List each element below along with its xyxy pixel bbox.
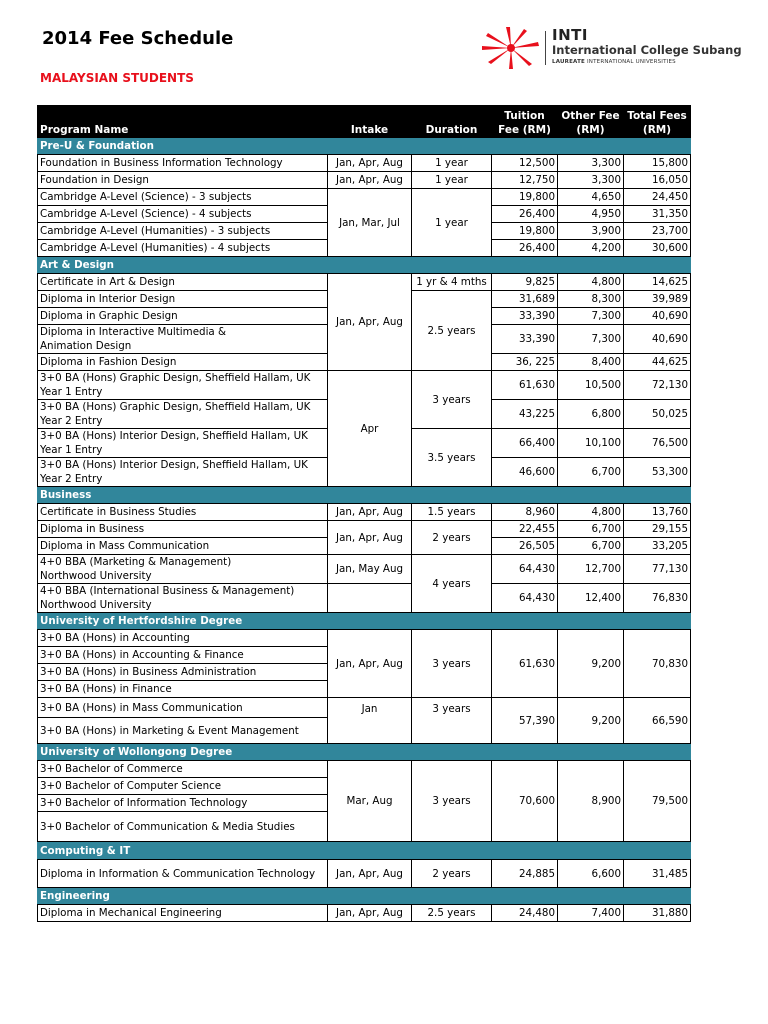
program-name: Diploma in Information & Communication Technology bbox=[38, 860, 328, 888]
program-name: 3+0 Bachelor of Communication & Media Studies bbox=[38, 812, 328, 842]
other-fee-cell: 7,400 bbox=[558, 905, 624, 922]
duration-cell: 4 years bbox=[412, 555, 492, 613]
col-header-other-line1: Other Fee bbox=[561, 110, 620, 122]
program-name-line2: Northwood University bbox=[40, 599, 152, 611]
other-fee-cell: 4,200 bbox=[558, 240, 624, 257]
other-fee-cell: 3,900 bbox=[558, 223, 624, 240]
program-name bbox=[38, 429, 328, 458]
section-header-row bbox=[38, 257, 691, 274]
program-name-line2: Year 1 Entry bbox=[40, 444, 103, 456]
program-name: Foundation in Business Information Technology bbox=[38, 155, 328, 172]
intake-cell: Jan, Apr, Aug bbox=[328, 155, 412, 172]
section-header-row bbox=[38, 744, 691, 761]
total-fee-cell: 44,625 bbox=[624, 354, 691, 371]
table-row bbox=[38, 274, 691, 291]
program-name-line2: Year 2 Entry bbox=[40, 473, 103, 485]
total-fee-cell: 50,025 bbox=[624, 400, 691, 429]
other-fee-cell: 8,900 bbox=[558, 761, 624, 842]
total-fee-cell: 39,989 bbox=[624, 291, 691, 308]
other-fee-cell: 10,100 bbox=[558, 429, 624, 458]
program-name-line2: Year 2 Entry bbox=[40, 415, 103, 427]
col-header-tuition-line1: Tuition bbox=[504, 110, 545, 122]
intake-cell bbox=[328, 584, 412, 613]
logo-divider bbox=[545, 31, 546, 65]
program-name-line1: Diploma in Interactive Multimedia & bbox=[40, 326, 227, 338]
duration-cell: 3 years bbox=[412, 630, 492, 698]
page-subtitle: MALAYSIAN STUDENTS bbox=[40, 71, 194, 85]
fee-schedule-table bbox=[37, 105, 691, 922]
logo-name: INTI bbox=[552, 26, 588, 44]
total-fee-cell: 79,500 bbox=[624, 761, 691, 842]
total-fee-cell: 72,130 bbox=[624, 371, 691, 400]
inti-logo-icon bbox=[480, 26, 542, 70]
other-fee-cell: 4,800 bbox=[558, 504, 624, 521]
other-fee-cell: 6,800 bbox=[558, 400, 624, 429]
section-header-row bbox=[38, 888, 691, 905]
table-row bbox=[38, 860, 691, 888]
intake-cell: Jan, Apr, Aug bbox=[328, 860, 412, 888]
program-name: 3+0 BA (Hons) in Marketing & Event Management bbox=[38, 718, 328, 744]
table-row bbox=[38, 504, 691, 521]
program-name-line1: 3+0 BA (Hons) Graphic Design, Sheffield Hallam, UK bbox=[40, 401, 311, 413]
logo-college-name: International College Subang bbox=[552, 43, 742, 57]
other-fee-cell: 7,300 bbox=[558, 325, 624, 354]
duration-cell: 1 year bbox=[412, 172, 492, 189]
other-fee-cell: 8,400 bbox=[558, 354, 624, 371]
total-fee-cell: 31,880 bbox=[624, 905, 691, 922]
tuition-fee-cell: 26,400 bbox=[492, 206, 558, 223]
other-fee-cell: 9,200 bbox=[558, 630, 624, 698]
intake-cell: Jan bbox=[328, 698, 412, 744]
total-fee-cell: 31,485 bbox=[624, 860, 691, 888]
tuition-fee-cell: 19,800 bbox=[492, 223, 558, 240]
total-fee-cell: 15,800 bbox=[624, 155, 691, 172]
total-fee-cell: 13,760 bbox=[624, 504, 691, 521]
section-header-row bbox=[38, 487, 691, 504]
tuition-fee-cell: 36, 225 bbox=[492, 354, 558, 371]
program-name bbox=[38, 555, 328, 584]
duration-cell: 2 years bbox=[412, 860, 492, 888]
program-name: 3+0 BA (Hons) in Accounting bbox=[38, 630, 328, 647]
program-name: 3+0 Bachelor of Computer Science bbox=[38, 778, 328, 795]
program-name-line1: 3+0 BA (Hons) Interior Design, Sheffield Hallam, UK bbox=[40, 430, 308, 442]
col-header-program: Program Name bbox=[38, 106, 328, 138]
logo-tagline bbox=[552, 59, 676, 65]
other-fee-cell: 6,700 bbox=[558, 538, 624, 555]
intake-cell: Mar, Aug bbox=[328, 761, 412, 842]
duration-cell: 2.5 years bbox=[412, 291, 492, 371]
tuition-fee-cell: 64,430 bbox=[492, 555, 558, 584]
section-title: Computing & IT bbox=[38, 842, 691, 860]
program-name: Certificate in Business Studies bbox=[38, 504, 328, 521]
program-name: 3+0 BA (Hons) in Mass Communication bbox=[38, 698, 328, 718]
total-fee-cell: 14,625 bbox=[624, 274, 691, 291]
tuition-fee-cell: 19,800 bbox=[492, 189, 558, 206]
col-header-total-fees bbox=[624, 106, 691, 138]
other-fee-cell: 3,300 bbox=[558, 172, 624, 189]
program-name: 3+0 BA (Hons) in Business Administration bbox=[38, 664, 328, 681]
program-name: 3+0 Bachelor of Commerce bbox=[38, 761, 328, 778]
col-header-total-line1: Total Fees bbox=[627, 110, 687, 122]
tuition-fee-cell: 46,600 bbox=[492, 458, 558, 487]
intake-cell: Jan, Apr, Aug bbox=[328, 630, 412, 698]
program-name: 3+0 BA (Hons) in Finance bbox=[38, 681, 328, 698]
table-row bbox=[38, 555, 691, 584]
tuition-fee-cell: 57,390 bbox=[492, 698, 558, 744]
table-row bbox=[38, 371, 691, 400]
table-header-row bbox=[38, 106, 691, 138]
table-row bbox=[38, 905, 691, 922]
other-fee-cell: 4,950 bbox=[558, 206, 624, 223]
tuition-fee-cell: 43,225 bbox=[492, 400, 558, 429]
program-name bbox=[38, 458, 328, 487]
program-name: 3+0 Bachelor of Information Technology bbox=[38, 795, 328, 812]
total-fee-cell: 40,690 bbox=[624, 308, 691, 325]
other-fee-cell: 4,650 bbox=[558, 189, 624, 206]
tuition-fee-cell: 24,480 bbox=[492, 905, 558, 922]
col-header-intake: Intake bbox=[328, 106, 412, 138]
other-fee-cell: 6,700 bbox=[558, 521, 624, 538]
total-fee-cell: 70,830 bbox=[624, 630, 691, 698]
total-fee-cell: 76,830 bbox=[624, 584, 691, 613]
col-header-duration: Duration bbox=[412, 106, 492, 138]
intake-cell: Jan, Apr, Aug bbox=[328, 172, 412, 189]
duration-cell: 3 years bbox=[412, 761, 492, 842]
tuition-fee-cell: 9,825 bbox=[492, 274, 558, 291]
section-header-row bbox=[38, 613, 691, 630]
col-header-other-fee bbox=[558, 106, 624, 138]
duration-cell: 2.5 years bbox=[412, 905, 492, 922]
program-name: 3+0 BA (Hons) in Accounting & Finance bbox=[38, 647, 328, 664]
duration-cell: 1 year bbox=[412, 155, 492, 172]
duration-cell: 2 years bbox=[412, 521, 492, 555]
program-name-line1: 4+0 BBA (Marketing & Management) bbox=[40, 556, 232, 568]
tuition-fee-cell: 70,600 bbox=[492, 761, 558, 842]
program-name: Cambridge A-Level (Humanities) - 3 subjects bbox=[38, 223, 328, 240]
total-fee-cell: 31,350 bbox=[624, 206, 691, 223]
total-fee-cell: 30,600 bbox=[624, 240, 691, 257]
duration-cell: 1 yr & 4 mths bbox=[412, 274, 492, 291]
program-name-line1: 3+0 BA (Hons) Interior Design, Sheffield Hallam, UK bbox=[40, 459, 308, 471]
section-title: Pre-U & Foundation bbox=[38, 138, 691, 155]
col-header-tuition bbox=[492, 106, 558, 138]
tuition-fee-cell: 26,505 bbox=[492, 538, 558, 555]
section-title: Engineering bbox=[38, 888, 691, 905]
section-title: Business bbox=[38, 487, 691, 504]
tuition-fee-cell: 61,630 bbox=[492, 371, 558, 400]
section-title: Art & Design bbox=[38, 257, 691, 274]
intake-cell: Jan, Apr, Aug bbox=[328, 274, 412, 371]
section-title: University of Wollongong Degree bbox=[38, 744, 691, 761]
total-fee-cell: 24,450 bbox=[624, 189, 691, 206]
program-name: Diploma in Fashion Design bbox=[38, 354, 328, 371]
program-name: Foundation in Design bbox=[38, 172, 328, 189]
tuition-fee-cell: 33,390 bbox=[492, 325, 558, 354]
table-row bbox=[38, 761, 691, 778]
intake-cell: Jan, Apr, Aug bbox=[328, 905, 412, 922]
program-name: Diploma in Interior Design bbox=[38, 291, 328, 308]
total-fee-cell: 23,700 bbox=[624, 223, 691, 240]
tuition-fee-cell: 22,455 bbox=[492, 521, 558, 538]
program-name: Diploma in Business bbox=[38, 521, 328, 538]
program-name: Cambridge A-Level (Humanities) - 4 subjects bbox=[38, 240, 328, 257]
program-name bbox=[38, 325, 328, 354]
tuition-fee-cell: 26,400 bbox=[492, 240, 558, 257]
section-header-row bbox=[38, 842, 691, 860]
intake-cell: Jan, Apr, Aug bbox=[328, 504, 412, 521]
college-logo bbox=[480, 26, 742, 70]
program-name-line1: 3+0 BA (Hons) Graphic Design, Sheffield Hallam, UK bbox=[40, 372, 311, 384]
other-fee-cell: 4,800 bbox=[558, 274, 624, 291]
duration-cell: 3 years bbox=[412, 371, 492, 429]
program-name: Cambridge A-Level (Science) - 4 subjects bbox=[38, 206, 328, 223]
tuition-fee-cell: 24,885 bbox=[492, 860, 558, 888]
program-name: Diploma in Graphic Design bbox=[38, 308, 328, 325]
col-header-other-line2: (RM) bbox=[576, 124, 605, 136]
other-fee-cell: 9,200 bbox=[558, 698, 624, 744]
program-name-line2: Year 1 Entry bbox=[40, 386, 103, 398]
other-fee-cell: 12,700 bbox=[558, 555, 624, 584]
intake-cell: Apr bbox=[328, 371, 412, 487]
col-header-total-line2: (RM) bbox=[642, 124, 672, 136]
tuition-fee-cell: 8,960 bbox=[492, 504, 558, 521]
other-fee-cell: 3,300 bbox=[558, 155, 624, 172]
program-name bbox=[38, 400, 328, 429]
program-name-line2: Animation Design bbox=[40, 340, 132, 352]
program-name bbox=[38, 584, 328, 613]
total-fee-cell: 29,155 bbox=[624, 521, 691, 538]
tuition-fee-cell: 64,430 bbox=[492, 584, 558, 613]
duration-cell: 1 year bbox=[412, 189, 492, 257]
program-name: Cambridge A-Level (Science) - 3 subjects bbox=[38, 189, 328, 206]
program-name: Diploma in Mechanical Engineering bbox=[38, 905, 328, 922]
section-header-row bbox=[38, 138, 691, 155]
table-row bbox=[38, 521, 691, 538]
duration-cell: 3 years bbox=[412, 698, 492, 744]
total-fee-cell: 16,050 bbox=[624, 172, 691, 189]
total-fee-cell: 66,590 bbox=[624, 698, 691, 744]
table-row bbox=[38, 155, 691, 172]
table-row bbox=[38, 172, 691, 189]
logo-tagline-rest: INTERNATIONAL UNIVERSITIES bbox=[585, 59, 676, 65]
total-fee-cell: 77,130 bbox=[624, 555, 691, 584]
other-fee-cell: 6,700 bbox=[558, 458, 624, 487]
other-fee-cell: 12,400 bbox=[558, 584, 624, 613]
logo-tagline-bold: LAUREATE bbox=[552, 59, 585, 65]
tuition-fee-cell: 66,400 bbox=[492, 429, 558, 458]
section-title: University of Hertfordshire Degree bbox=[38, 613, 691, 630]
program-name: Certificate in Art & Design bbox=[38, 274, 328, 291]
tuition-fee-cell: 12,750 bbox=[492, 172, 558, 189]
tuition-fee-cell: 12,500 bbox=[492, 155, 558, 172]
table-row bbox=[38, 630, 691, 647]
duration-cell: 3.5 years bbox=[412, 429, 492, 487]
program-name: Diploma in Mass Communication bbox=[38, 538, 328, 555]
other-fee-cell: 7,300 bbox=[558, 308, 624, 325]
page-title: 2014 Fee Schedule bbox=[42, 28, 234, 49]
tuition-fee-cell: 33,390 bbox=[492, 308, 558, 325]
intake-cell: Jan, Mar, Jul bbox=[328, 189, 412, 257]
tuition-fee-cell: 31,689 bbox=[492, 291, 558, 308]
intake-cell: Jan, May Aug bbox=[328, 555, 412, 584]
intake-cell: Jan, Apr, Aug bbox=[328, 521, 412, 555]
other-fee-cell: 10,500 bbox=[558, 371, 624, 400]
program-name-line1: 4+0 BBA (International Business & Management) bbox=[40, 585, 295, 597]
duration-cell: 1.5 years bbox=[412, 504, 492, 521]
other-fee-cell: 8,300 bbox=[558, 291, 624, 308]
table-row bbox=[38, 698, 691, 718]
tuition-fee-cell: 61,630 bbox=[492, 630, 558, 698]
total-fee-cell: 76,500 bbox=[624, 429, 691, 458]
table-row bbox=[38, 189, 691, 206]
other-fee-cell: 6,600 bbox=[558, 860, 624, 888]
total-fee-cell: 33,205 bbox=[624, 538, 691, 555]
total-fee-cell: 40,690 bbox=[624, 325, 691, 354]
program-name-line2: Northwood University bbox=[40, 570, 152, 582]
total-fee-cell: 53,300 bbox=[624, 458, 691, 487]
program-name bbox=[38, 371, 328, 400]
table-row bbox=[38, 584, 691, 613]
col-header-tuition-line2: Fee (RM) bbox=[498, 124, 551, 136]
